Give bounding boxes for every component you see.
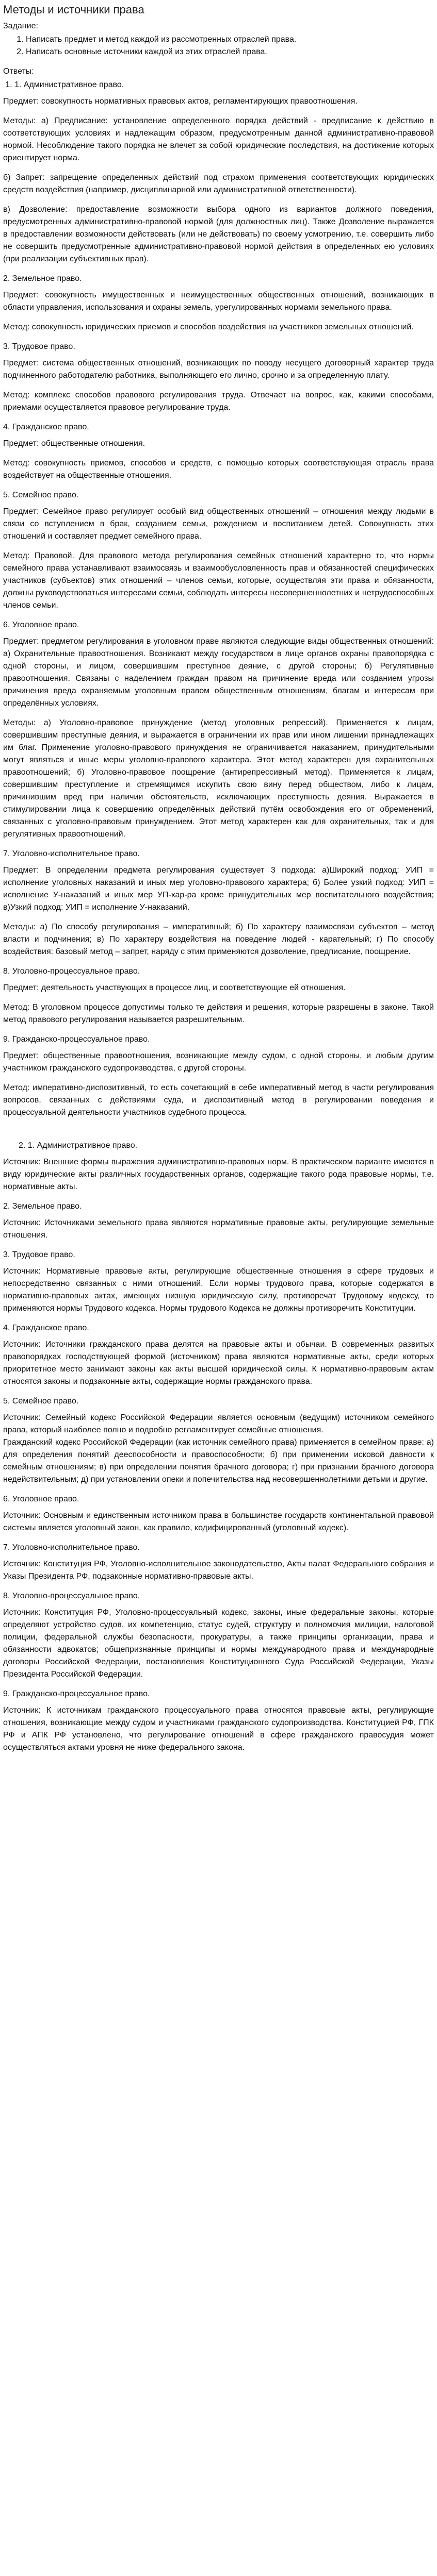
paragraph: в) Дозволение: предоставление возможности выбора одного из вариантов должного поведения, предусмотренных административно-правовой нормой (для должностных лиц). Также Дозволение выражается в предоставлении возможности действовать (или не действовать) по своему усмотрению, т.е. совершить либо не совершить предусмотренные административно-правовой нормой действия в определенных ею условиях (при реализации субъективных прав).: [3, 205, 434, 263]
task-item: 2. Написать основные источники каждой из этих отраслей права.: [26, 46, 434, 58]
section-heading: 2. Земельное право.: [3, 1202, 82, 1211]
paragraph: Метод: комплекс способов правового регулирования труда. Отвечает на вопрос, как, какими способами, приемами осуществляется правовое регулирование труда.: [3, 391, 434, 412]
section-heading: 4. Гражданское право.: [3, 1324, 89, 1332]
paragraph: Метод: совокупность юридических приемов и способов воздействия на участников земельных отношений.: [3, 323, 414, 331]
section-heading: 9. Гражданско-процессуальное право.: [3, 1035, 150, 1044]
paragraph: Метод: совокупность приемов, способов и средств, с помощью которых соответствующая отрасль права воздействует на общественные отношения.: [3, 459, 434, 480]
section-heading: 3. Трудовое право.: [3, 1250, 75, 1259]
paragraph: Источник: Нормативные правовые акты, регулирующие общественные отношения в сфере трудовых и непосредственно связанных с ними отношений. Если нормы трудового права, которые содержатся в нормативно-правовых актах, имеющих низшую юридическую силу, противоречат Трудовому кодексу, то применяются нормы Трудового кодекса. Нормы трудового Кодекса не должны противоречить Конституции.: [3, 1267, 434, 1313]
section-heading: 4. Гражданское право.: [3, 423, 89, 431]
section-heading: 2. Земельное право.: [3, 274, 82, 283]
paragraph: Методы: а) По способу регулирования – императивный; б) По характеру взаимосвязи субъектов – метод власти и подчинения; в) По характеру воздействия на поведение людей - карательный; г) По способу воздействия: базовый метод – запрет, наряду с этим применяются дозволение, предписание, поощрение.: [3, 923, 434, 956]
paragraph: Предмет: совокупность имущественных и неимущественных общественных отношений, возникающих в области управления, использования и охраны земель, урегулированных нормами земельного права.: [3, 291, 434, 312]
section-heading: 5. Семейное право.: [3, 491, 79, 499]
paragraph: Источник: Основным и единственным источником права в большинстве государств континентальной правовой системы является уголовный закон, как правило, кодифицированный (уголовный кодекс).: [3, 1511, 434, 1532]
section-heading: 3. Трудовое право.: [3, 342, 75, 351]
paragraph: Источник: Источниками земельного права являются нормативные правовые акты, регулирующие земельные отношения.: [3, 1218, 434, 1240]
section-gap: [3, 1126, 434, 1140]
paragraph: Предмет: система общественных отношений, возникающих по поводу несущего договорный характер труда подчиненного работодателю работника, выполняющего его лично, срочно и за определенную плату.: [3, 359, 434, 380]
paragraph: Метод: В уголовном процессе допустимы только те действия и решения, которые разрешены в законе. Такой метод правового регулирования называется разрешительным.: [3, 1003, 434, 1024]
paragraph: Предмет: общественные правоотношения, возникающие между судом, с одной стороны, и любым другим участником гражданского судопроизводства, с другой стороны.: [3, 1051, 434, 1073]
part2-section: [3, 1156, 434, 1754]
paragraph: Источник: Конституция РФ, Уголовно-процессуальный кодекс, законы, иные федеральные законы, которые определяют устройство судов, их компетенцию, статус судей, структуру и полномочия милиции, налоговой полиции, федеральной службы безопасности, прокуратуры, а также принципы организации, права и обязанности адвокатов; общепризнанные принципы и нормы международного права и международные договоры Российской Федерации, постановления Конституционного Суда Российской Федерации, Указы Президента Российской Федерации.: [3, 1608, 434, 1679]
answers-label: Ответы:: [3, 67, 34, 76]
task-label: Задание:: [3, 22, 38, 30]
paragraph: Предмет: предметом регулирования в уголовном праве являются следующие виды общественных отношений: а) Охранительные правоотношения. Возникают между государством в лице органов охраны правопорядка с одной стороны, и лицом, совершившим преступное деяние, с другой стороны; б) Регулятивные правоотношения. Связаны с наделением граждан правом на причинение вреда или созданием угрозы причинения вреда охраняемым уголовным правом общественным отношениям, благам и интересам при определённых условиях.: [3, 637, 434, 708]
paragraph: Источник: Внешние формы выражения административно-правовых норм. В практическом варианте имеются в виду юридические акты различных государственных органов, содержащие такого рода правовые нормы, т.е. нормативные акты.: [3, 1158, 434, 1191]
sources-heading-administrative: 2. 1. Административное право.: [19, 1141, 138, 1150]
section-heading: 6. Уголовное право.: [3, 1495, 79, 1503]
paragraph: Источник: Семейный кодекс Российской Федерации является основным (ведущим) источником семейного права, который наиболее полно и подробно регламентирует семейные отношения. Гражданский кодекс Российской Федерации (как источник семейного права) применяется в семейном праве: а) для определения понятий дееспособности и правоспособности; б) при применении исковой давности к семейным отношениям; в) при определении понятия брачного договора; г) при признании брачного договора недействительным; д) при установлении опеки и попечительства над несовершеннолетними детьми и другие.: [3, 1413, 434, 1484]
paragraph: Метод: императивно-диспозитивный, то есть сочетающий в себе императивный метод в части регулирования вопросов, связанных с действиями суда, и диспозитивный метод в регулировании поведения и процессуальной деятельности участников судебного процесса.: [3, 1083, 434, 1117]
section-heading: 8. Уголовно-процессуальное право.: [3, 967, 140, 976]
section-heading: 7. Уголовно-исполнительное право.: [3, 1543, 140, 1552]
paragraph: б) Запрет: запрещение определенных действий под страхом применения соответствующих юридических средств воздействия (например, дисциплинарной или административной ответственности).: [3, 173, 434, 194]
part1-section: [3, 95, 434, 1119]
paragraph: Методы: а) Уголовно-правовое принуждение (метод уголовных репрессий). Применяется к лицам, совершившим преступные деяния, и выражается в ограничении их прав или ином лишении принадлежащих им благ. Применение уголовно-правового принуждения не ограничивается наказанием, принудительными могут являться и иные меры уголовно-правового характера. Этот метод характерен для охранительных правоотношений; б) Уголовно-правовое поощрение (антирепрессивный метод). Применяется к лицам, совершившим преступление и стремящимся искупить свою вину перед обществом, либо к лицам, причинившим вред при наличии обстоятельств, исключающих преступность деяния. Выражается в стимулировании лица к совершению определённых действий путём освобождения его от обременений, связанных с уголовно-правовым принуждением. Этот метод характерен как для охранительных, так и для регулятивных правоотношений.: [3, 718, 434, 839]
sources-list: [3, 1140, 434, 1152]
answers-list: [3, 79, 434, 91]
paragraph: Методы: а) Предписание: установление определенного порядка действий - предписание к действию в соответствующих условиях и надлежащим образом, предусмотренным данной административно-правовой нормой. Несоблюдение такого порядка не влечет за собой юридические последствия, на достижение которых ориентирует норма.: [3, 116, 434, 162]
paragraph: Предмет: Семейное право регулирует особый вид общественных отношений – отношения между людьми в связи со вступлением в брак, созданием семьи, рождением и воспитанием детей. Совокупность этих отношений и составляет предмет семейного права.: [3, 507, 434, 541]
section-heading: 8. Уголовно-процессуальное право.: [3, 1592, 140, 1600]
paragraph: Источник: К источникам гражданского процессуального права относятся правовые акты, регулирующие отношения, возникающие между судом и участниками гражданского судопроизводства. Конституцией РФ, ГПК РФ и АПК РФ установлено, что регулирование отношений в сфере гражданского правосудия может осуществляться актами уровня не ниже федерального закона.: [3, 1706, 434, 1752]
section-heading: 6. Уголовное право.: [3, 621, 79, 629]
section-heading: 5. Семейное право.: [3, 1397, 79, 1406]
task-item: 1. Написать предмет и метод каждой из рассмотренных отраслей права.: [26, 34, 434, 46]
task-list: [3, 34, 434, 58]
answer-heading-administrative: 1. 1. Административное право.: [14, 79, 434, 91]
paragraph: Источник: Источники гражданского права делятся на правовые акты и обычаи. В современных развитых правопорядках господствующей формой (источником) права являются нормативные акты, среди которых приоритетное место занимают законы как акты высшей юридической силы. К нормативно-правовым актам относятся законы и подзаконные акты, содержащие нормы гражданского права.: [3, 1340, 434, 1386]
section-heading: 7. Уголовно-исполнительное право.: [3, 849, 140, 858]
paragraph: Предмет: совокупность нормативных правовых актов, регламентирующих правоотношения.: [3, 97, 358, 106]
paragraph: Предмет: деятельность участвующих в процессе лиц, и соответствующие ей отношения.: [3, 983, 346, 992]
section-heading: 9. Гражданско-процессуальное право.: [3, 1690, 150, 1698]
page-title: Методы и источники права: [3, 3, 144, 16]
paragraph: Предмет: В определении предмета регулирования существует 3 подхода: а)Широкий подход: УИП = исполнение уголовных наказаний и иных мер уголовно-правового характера; б) Более узкий подход: УИП = исполнение У-наказаний и иных мер УП-хар-ра кроме принудительных мер воспитательного воздействия; в)Узкий подход: УИП = исполнение У-наказаний.: [3, 866, 434, 912]
paragraph: Предмет: общественные отношения.: [3, 439, 145, 448]
paragraph: Источник: Конституция РФ, Уголовно-исполнительное законодательство, Акты палат Федерального собрания и Указы Президента РФ, подзаконные нормативно-правовые акты.: [3, 1560, 434, 1581]
document-page: [0, 1, 437, 1766]
paragraph: Метод: Правовой. Для правового метода регулирования семейных отношений характерно то, что нормы семейного права устанавливают взаимосвязь и взаимообусловленность прав и обязанностей специфических участников (субъектов) этих отношений – членов семьи, которые, осуществляя эти права и обязанности, должны руководствоваться интересами семьи, соблюдать интересы несовершеннолетних и нетрудоспособных членов семьи.: [3, 551, 434, 610]
